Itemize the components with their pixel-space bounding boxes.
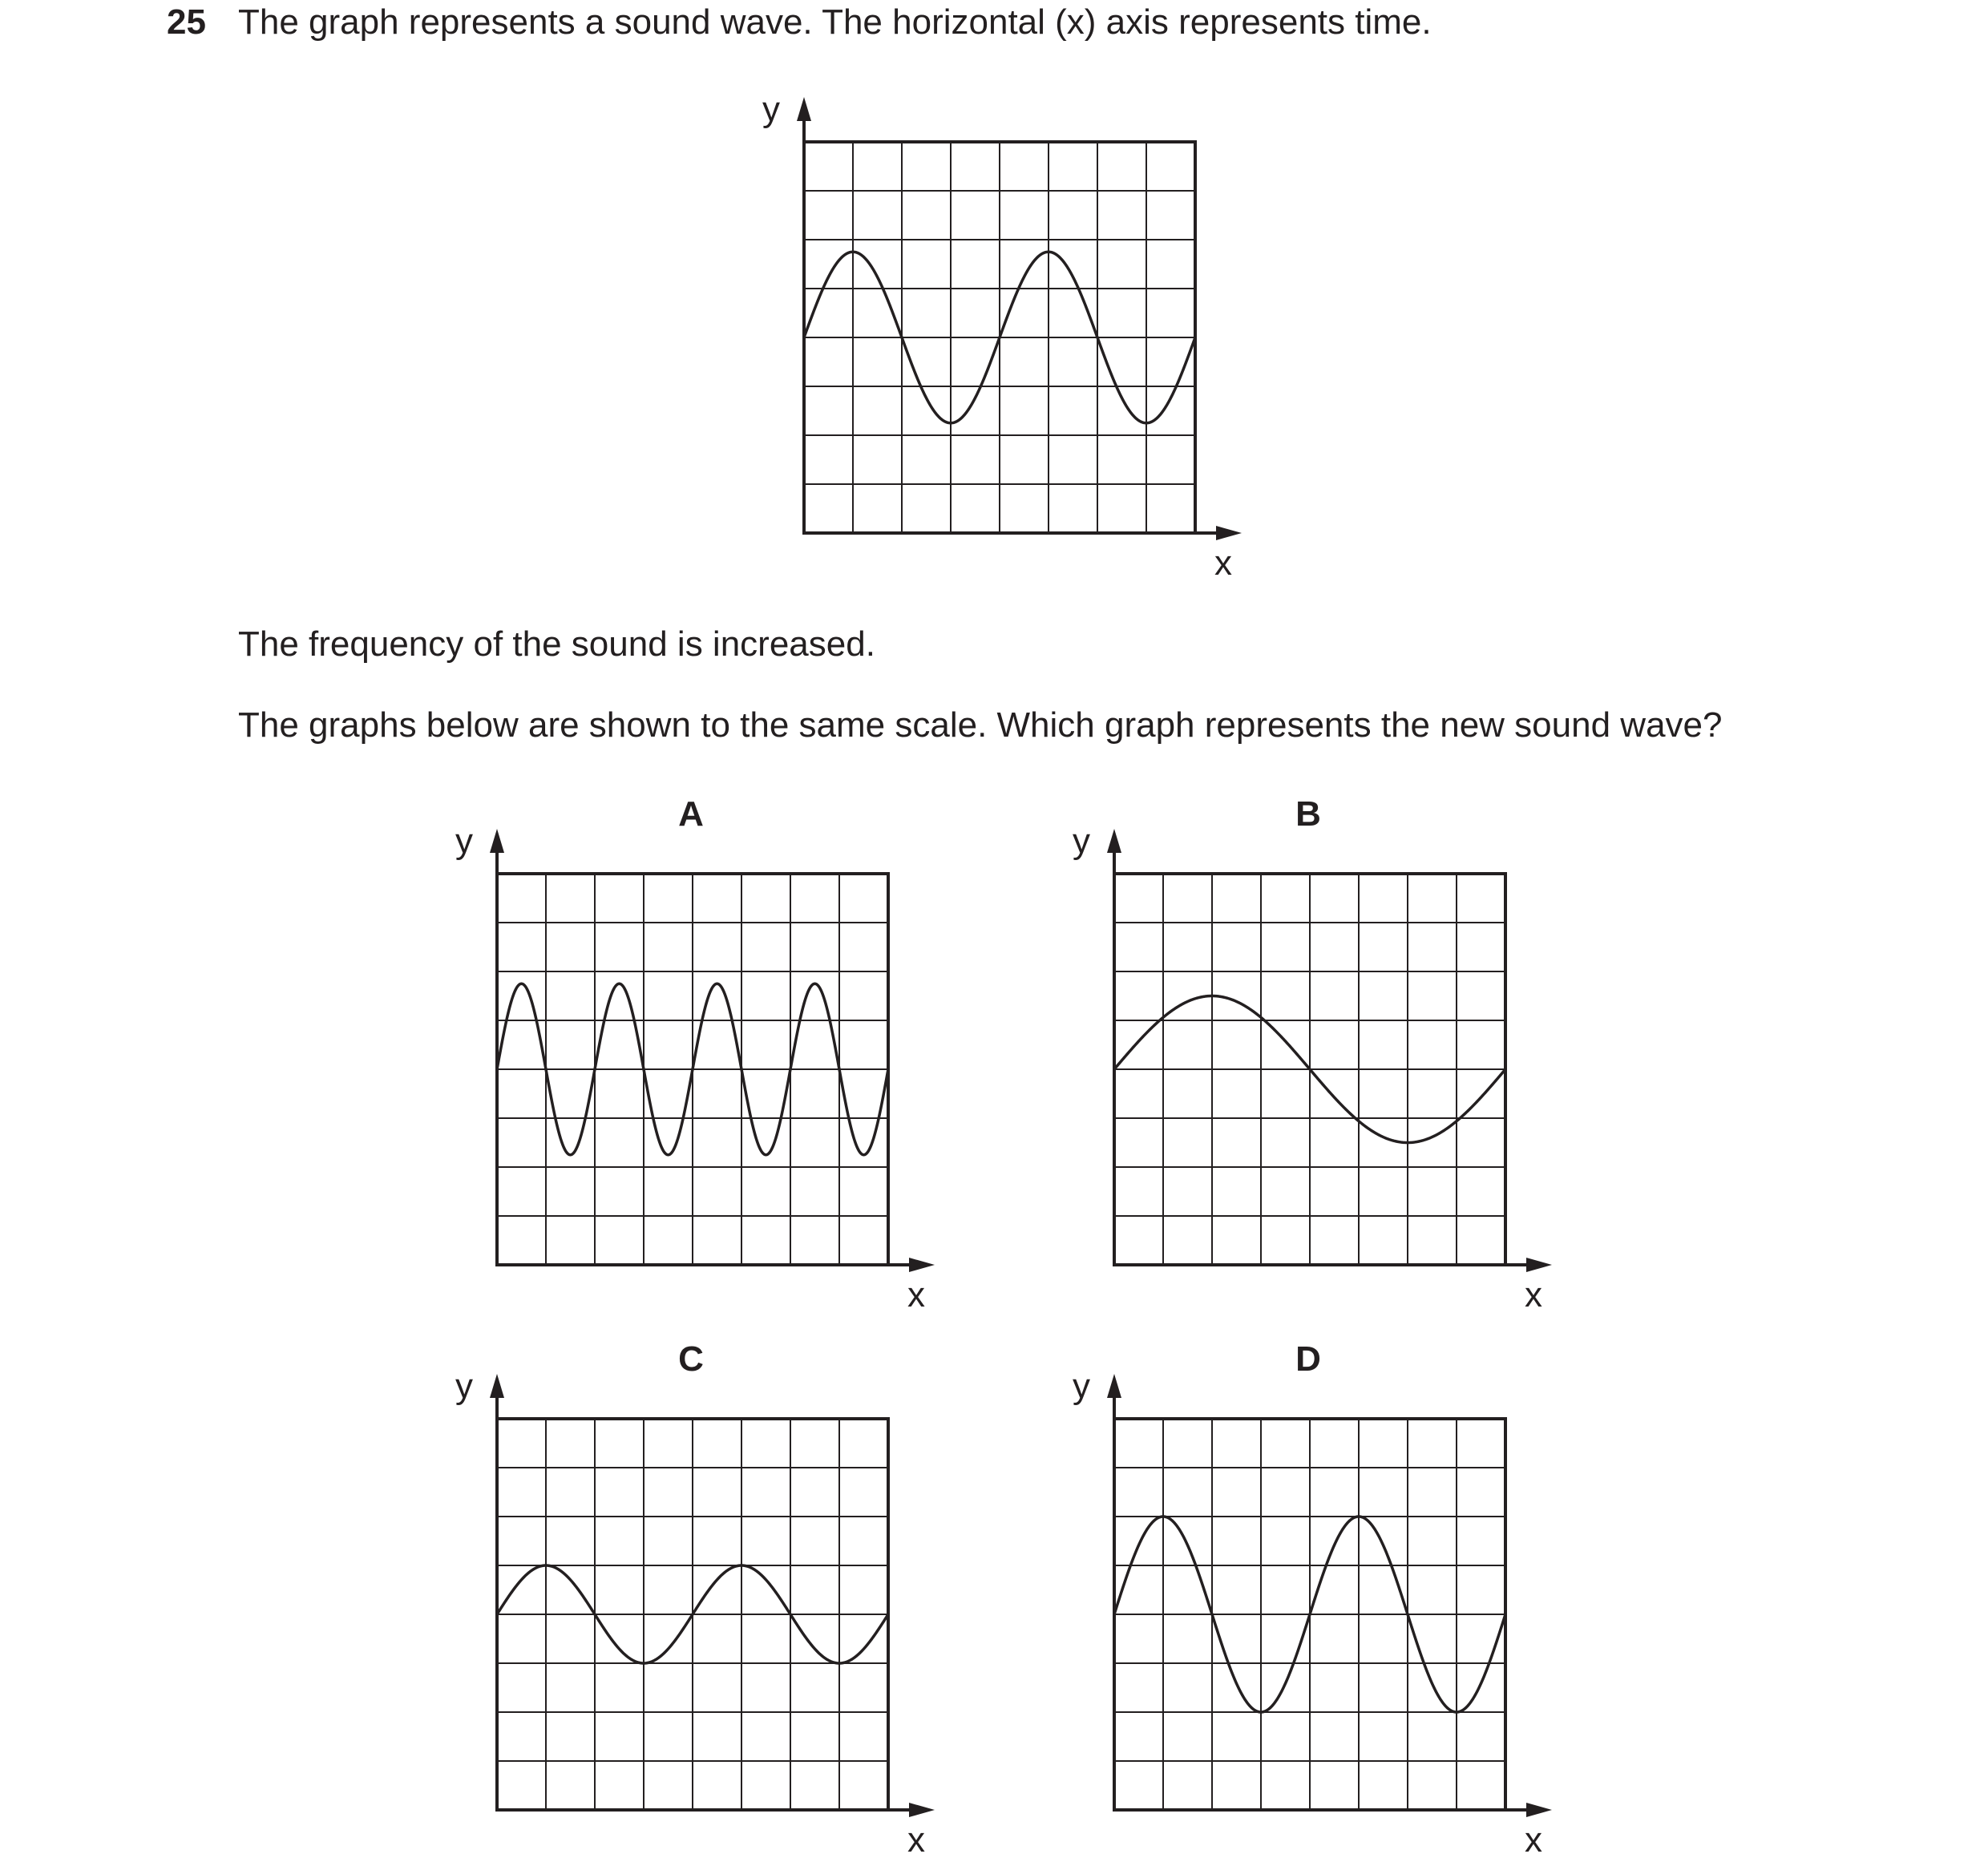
y-axis-arrow [1107, 829, 1121, 853]
x-axis-arrow [909, 1258, 935, 1272]
x-axis-arrow [909, 1803, 935, 1817]
y-axis-arrow [797, 97, 811, 121]
question-stem: The graph represents a sound wave. The horizontal (x) axis represents time. [238, 2, 1432, 42]
x-axis-label: x [1214, 543, 1232, 583]
option-label-b: B [1295, 794, 1321, 834]
x-axis-label: x [1525, 1275, 1542, 1315]
question-line-frequency: The frequency of the sound is increased. [238, 624, 875, 664]
x-axis-label: x [907, 1275, 925, 1315]
y-axis-label: y [762, 90, 780, 129]
x-axis-label: x [1525, 1820, 1542, 1858]
option-label-c: C [678, 1339, 704, 1379]
x-axis-arrow [1526, 1803, 1552, 1817]
y-axis-arrow [490, 829, 504, 853]
y-axis-label: y [455, 1367, 473, 1406]
graph-c [455, 1339, 935, 1858]
y-axis-label: y [455, 822, 473, 861]
graph-a [455, 794, 935, 1315]
y-axis-label: y [1073, 822, 1090, 861]
question-number: 25 [167, 2, 206, 42]
option-label-d: D [1295, 1339, 1321, 1379]
x-axis-arrow [1216, 526, 1242, 540]
x-axis-arrow [1526, 1258, 1552, 1272]
option-label-a: A [678, 794, 704, 834]
graph-b [1073, 794, 1552, 1315]
y-axis-label: y [1073, 1367, 1090, 1406]
question-line-prompt: The graphs below are shown to the same scale. Which graph represents the new sound wave? [238, 705, 1723, 745]
y-axis-arrow [490, 1374, 504, 1398]
graph-original [762, 90, 1242, 583]
graph-d [1073, 1339, 1552, 1858]
x-axis-label: x [907, 1820, 925, 1858]
y-axis-arrow [1107, 1374, 1121, 1398]
